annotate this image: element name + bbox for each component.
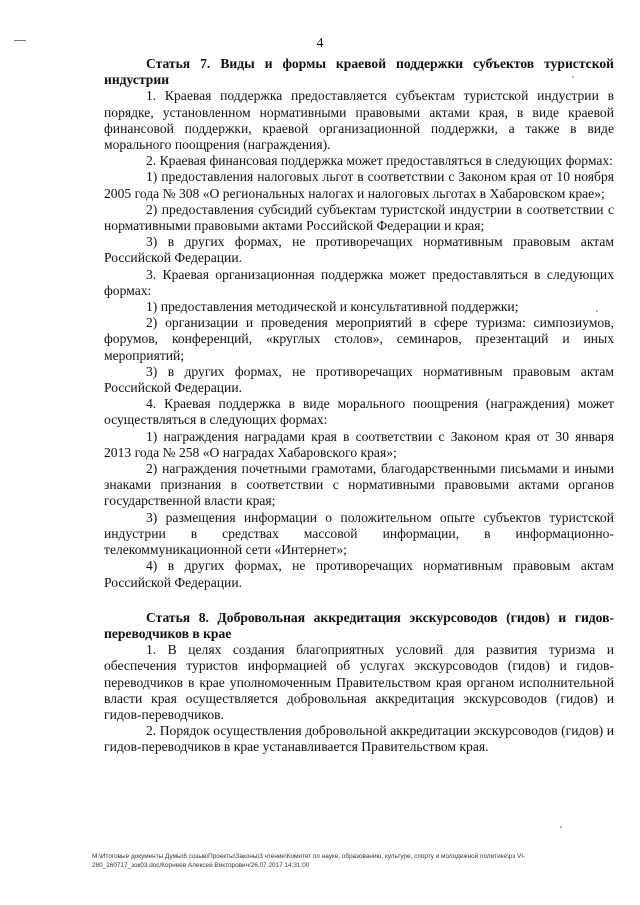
article-8-paragraph: 2. Порядок осуществления добровольной аккредитации экскурсоводов (гидов) и гидов-переводчиков в крае устанавливается Правительством края. <box>104 723 614 755</box>
article-7-paragraph: 3. Краевая организационная поддержка может предоставляться в следующих формах: <box>104 266 614 298</box>
footer-line: 280_260717_зок03.doc/Корнеев Алексей Викторович/26.07.2017 14:31:00 <box>92 862 310 869</box>
article-7-paragraph: 2) предоставления субсидий субъектам туристской индустрии в соответствии с нормативными правовыми актами Российской Федерации и края; <box>104 201 614 234</box>
footer-line: M:\Итоговые документы Думы\6 созыв\Проекты\Законы\3 чтение\Комитет по науке, образованию, культуре, спорту и молодежной политике\рз VI- <box>92 853 526 860</box>
page-number: 4 <box>316 36 324 51</box>
article-7-paragraph: 4. Краевая поддержка в виде морального поощрения (награждения) может осуществляться в следующих формах: <box>104 396 614 428</box>
article-7-paragraph: 3) в других формах, не противоречащих нормативным правовым актам Российской Федерации. <box>104 234 614 266</box>
article-7-title: Статья 7. Виды и формы краевой поддержки субъектов туристской индустрии <box>104 56 614 88</box>
article-7-paragraph: 1) предоставления налоговых льгот в соответствии с Законом края от 10 ноября 2005 года № 308 «О региональных налогах и налоговых льготах в Хабаровском крае»; <box>104 169 614 201</box>
article-7-paragraph: 2) организации и проведения мероприятий в сфере туризма: симпозиумов, форумов, конференций, «круглых столов», семинаров, презентаций и иных мероприятий; <box>104 315 614 363</box>
scan-speck <box>560 826 562 828</box>
article-7-paragraph: 3) размещения информации о положительном опыте субъектов туристской индустрии в средствах массовой информации, в информационно-телекоммуникационной сети «Интернет»; <box>104 509 614 558</box>
article-7-paragraph: 1) предоставления методической и консультативной поддержки; <box>146 299 519 315</box>
article-8-title: Статья 8. Добровольная аккредитация экскурсоводов (гидов) и гидов-переводчиков в крае <box>104 609 614 641</box>
article-8-paragraph: 1. В целях создания благоприятных условий для развития туризма и обеспечения туристов информацией об услугах экскурсоводов (гидов) и гидов-переводчиков в крае уполномоченным Правительством края органом исполнительной власти края осуществляется добровольная аккредитация экскурсоводов (гидов) и гидов-переводчиков. <box>104 642 614 722</box>
article-7-paragraph: 1) награждения наградами края в соответствии с Законом края от 30 января 2013 года № 258 «О наградах Хабаровского края»; <box>104 428 614 460</box>
article-7-paragraph: 3) в других формах, не противоречащих нормативным правовым актам Российской Федерации. <box>104 363 614 396</box>
file-path-footer <box>92 852 622 870</box>
article-7-paragraph: 2. Краевая финансовая поддержка может предоставляться в следующих формах: <box>146 153 613 169</box>
document-body <box>104 56 614 756</box>
article-7-paragraph: 2) награждения почетными грамотами, благодарственными письмами и иными знаками признания в соответствии с нормативными правовыми актами органов государственной власти края; <box>104 461 614 509</box>
article-7-paragraph: 1. Краевая поддержка предоставляется субъектам туристской индустрии в порядке, установленном нормативными правовыми актами края, в виде краевой финансовой поддержки, краевой организационной поддержки, а также в виде морального поощрения (награждения). <box>104 88 614 153</box>
article-7-paragraph: 4) в других формах, не противоречащих нормативным правовым актам Российской Федерации. <box>104 558 614 590</box>
section-gap <box>104 591 614 610</box>
